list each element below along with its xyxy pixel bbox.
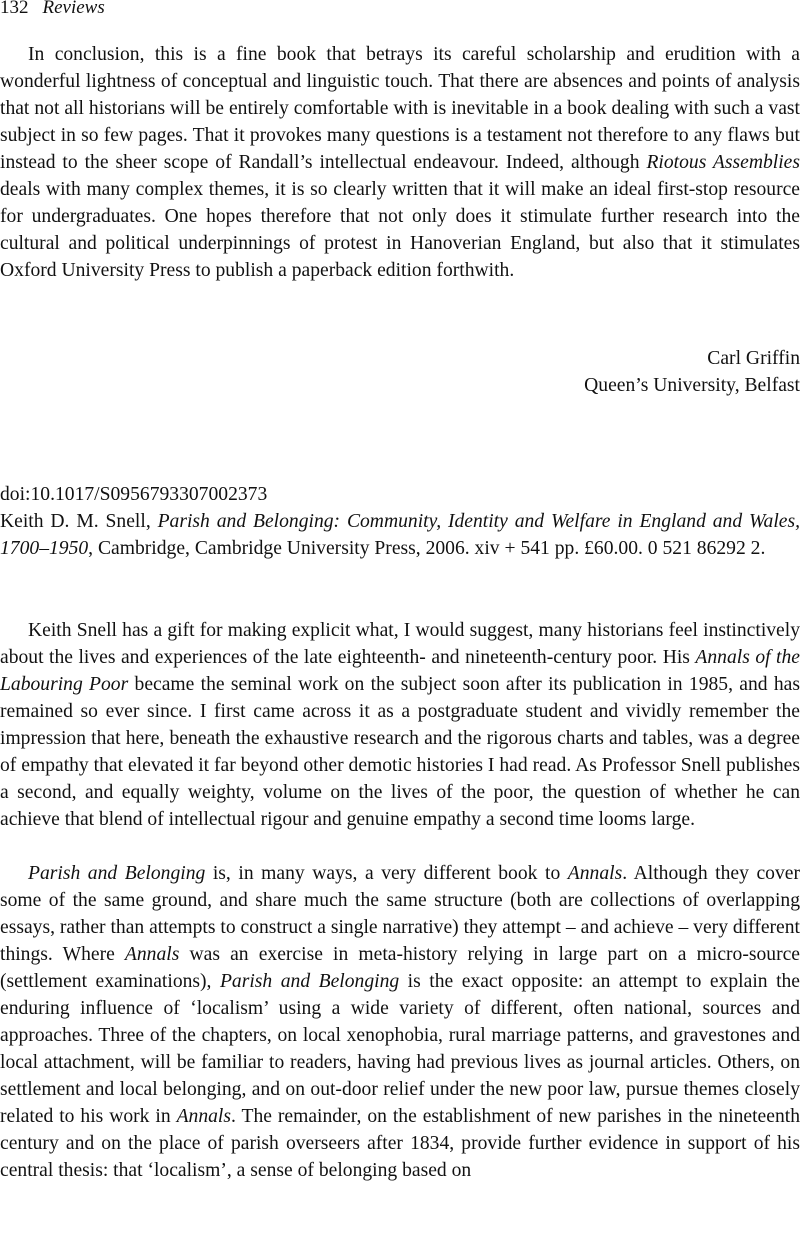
review2-paragraph-2: Parish and Belonging is, in many ways, a very different book to Annals. Although they cover some of the same ground, and share much the same structure (both are collections of overlapping essays, rather than attempts to construct a single narrative) they attempt – and achieve – very different things. Where Annals was an exercise in meta-history relying in large part on a micro-source (settlement examinations), Parish and Belonging is the exact opposite: an attempt to explain the enduring influence of ‘localism’ using a wide variety of different, often national, sources and approaches. Three of the chapters, on local xenophobia, rural marriage patterns, and gravestones and local attachment, will be familiar to readers, having had previous lives as journal articles. Others, on settlement and local belonging, and on out-door relief under the new poor law, pursue themes closely related to his work in Annals. The remainder, on the establishment of new parishes in the nineteenth century and on the place of parish overseers after 1834, provide further evidence in support of his central thesis: that ‘localism’, a sense of belonging based on [0,863,800,1181]
reviewer-affiliation: Queen’s University, Belfast [584,375,800,396]
doi-line: doi:10.1017/S0956793307002373 [0,484,268,505]
italic-title: Parish and Belonging [219,971,400,992]
running-head [0,0,105,21]
italic-title: Parish and Belonging [28,863,206,884]
book-citation: Keith D. M. Snell, Parish and Belonging: Community, Identity and Welfare in England and Wales, 1700–1950, Cambridge, Cambridge University Press, 2006. xiv + 541 pp. £60.00. 0 521 86292 2. [0,511,800,559]
section-title: Reviews [42,0,105,18]
italic-title: Annals [567,863,623,884]
italic-title: Annals [176,1106,231,1127]
italic-title: Riotous Assemblies [646,152,800,173]
page-number: 132 [0,0,29,18]
italic-title: Annals of the Labouring Poor [0,647,800,695]
review2-paragraph-1: Keith Snell has a gift for making explicit what, I would suggest, many historians feel instinctively about the lives and experiences of the late eighteenth- and nineteenth-century poor. His Annals of the Labouring Poor became the seminal work on the subject soon after its publication in 1985, and has remained so ever since. I first came across it as a postgraduate student and vividly remember the impression that here, beneath the exhaustive research and the rigorous charts and tables, was a degree of empathy that elevated it far beyond other demotic histories I had read. As Professor Snell publishes a second, and equally weighty, volume on the lives of the poor, the question of whether he can achieve that blend of intellectual rigour and genuine empathy a second time looms large. [0,620,800,830]
reviewer-name: Carl Griffin [707,348,800,369]
italic-title: Parish and Belonging: Community, Identity and Welfare in England and Wales, 1700–1950 [0,511,800,559]
review1-conclusion-paragraph: In conclusion, this is a fine book that betrays its careful scholarship and erudition with a wonderful lightness of conceptual and linguistic touch. That there are absences and points of analysis that not all historians will be entirely comfortable with is inevitable in a book dealing with such a vast subject in so few pages. That it provokes many questions is a testament not therefore to any flaws but instead to the sheer scope of Randall’s intellectual endeavour. Indeed, although Riotous Assemblies deals with many complex themes, it is so clearly written that it will make an ideal first-stop resource for undergraduates. One hopes therefore that not only does it stimulate further research into the cultural and political underpinnings of protest in Hanoverian England, but also that it stimulates Oxford University Press to publish a paperback edition forthwith. [0,44,800,281]
italic-title: Annals [124,944,180,965]
